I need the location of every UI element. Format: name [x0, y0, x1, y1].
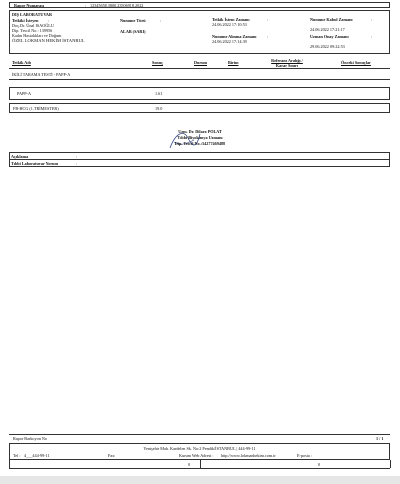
report-number-sep: :	[85, 2, 87, 8]
lab-section-title: DIŞ LABORATUVAR	[12, 12, 52, 17]
sample-time-sep: :	[267, 34, 269, 39]
signature-name: Uzm. Dr. Dilara POLAT	[178, 129, 222, 134]
header-divider	[9, 68, 390, 69]
doctor-department: Kadın Hastalıkları ve Doğum	[12, 33, 62, 38]
barcode-label: Rapor Barkoyon No	[13, 436, 47, 441]
requester-label: Tetkiki İsteyen	[12, 18, 39, 23]
description-sep: :	[76, 153, 78, 159]
signature-title: Tıbbi Biyokimya Uzmanı	[177, 135, 223, 140]
sample-time-label: Numune Alınma Zamanı	[212, 34, 257, 39]
sample-time-value: 24.06.2022 17:14:39	[212, 39, 247, 44]
approve-time-value: 29.06.2022 09:22:53	[310, 44, 345, 49]
request-time-sep: :	[267, 17, 269, 22]
col-header-reference-line2: Karar Sınırı	[275, 63, 299, 69]
footer-tel-value: 4___444-99-11	[24, 453, 50, 458]
footer-tel-label: Tel :	[13, 453, 21, 458]
accept-time-sep: :	[371, 17, 373, 22]
doctor-registration: Dip. Tescil No.: 139956	[12, 28, 53, 33]
request-time-value: 24.06.2022 17:10:53	[212, 22, 247, 27]
col-header-status: Durum	[194, 60, 208, 65]
signature-registration: Dip. Tescil No.:54277469488	[174, 141, 226, 146]
sample-type-label: Numune Türü	[120, 18, 146, 23]
request-time-label: Tetkik İstem Zamanı	[212, 17, 250, 22]
group-divider	[9, 79, 390, 80]
hospital-name: ÖZEL LOKMAN HEKİM İSTANBUL	[12, 38, 85, 43]
description-label: Açıklama	[11, 153, 29, 159]
footer-top-line	[9, 434, 390, 435]
result-row-fb-hcg	[9, 103, 390, 113]
footer-bottom-divider-left	[9, 460, 10, 468]
comment-sep: :	[76, 161, 78, 166]
footer-web-label: Kurum Web Adresi :	[179, 453, 214, 458]
footer-fax-label: Fax:	[108, 453, 116, 458]
result-row-value: 1.61	[155, 91, 163, 96]
report-number-box	[9, 2, 390, 8]
footer-bottom-divider-right	[390, 460, 391, 468]
footer-bottom-left: 0	[188, 462, 191, 467]
footer-address: Yenişehir Mah. Kardelen Sk. No:2 Pendik/İSTANBUL | 444-99-11	[143, 446, 256, 451]
footer-bottom-right: 0	[318, 462, 321, 467]
sample-type-value: ALAB (SARI)	[120, 29, 146, 34]
accept-time-value: 24.06.2022 17:21:17	[310, 27, 345, 32]
page-number: 1 / 1	[376, 436, 384, 441]
col-header-previous: Önceki Sonuçlar	[341, 60, 371, 65]
sample-type-sep: :	[160, 18, 162, 23]
approve-time-label: Uzman Onay Zamanı	[310, 34, 349, 39]
page-bottom-margin	[0, 476, 400, 484]
test-group-title: İKİLİ TARAMA TESTİ - PAPP-A	[12, 72, 71, 77]
result-row-test: PAPP-A	[17, 91, 32, 96]
doctor-name: Doç.Dr. Ünal ISAOĞLU	[12, 23, 54, 28]
accept-time-label: Numune Kabul Zamanı	[310, 17, 353, 22]
result-row-value: 19.0	[155, 106, 163, 111]
approve-time-sep: :	[371, 34, 373, 39]
footer-email-label: E-posta :	[297, 453, 313, 458]
col-header-reference	[262, 58, 312, 69]
col-header-unit: Birim	[228, 60, 239, 65]
footer-bottom-divider-mid	[200, 460, 201, 468]
footer-bottom-line	[9, 468, 390, 469]
footer-web-value[interactable]: http://www.lokmanhekim.com.tr	[221, 453, 276, 458]
col-header-test: Tetkik Adı	[12, 60, 31, 65]
col-header-result: Sonuç	[152, 60, 163, 65]
notes-divider	[9, 159, 390, 160]
col-header-reference-line1: Referans Aralığı /	[271, 58, 303, 63]
report-number-value: 12345658.3800.23506918.2022	[90, 2, 144, 8]
requester-sep: :	[48, 18, 50, 23]
result-row-papp-a	[9, 87, 390, 100]
result-row-test: FB-HCG (1.TRİMESTER)	[13, 106, 59, 111]
comment-label: Tıbbi Laboratuvar Yorum	[11, 161, 59, 166]
report-number-label: Rapor Numarası	[14, 2, 45, 8]
